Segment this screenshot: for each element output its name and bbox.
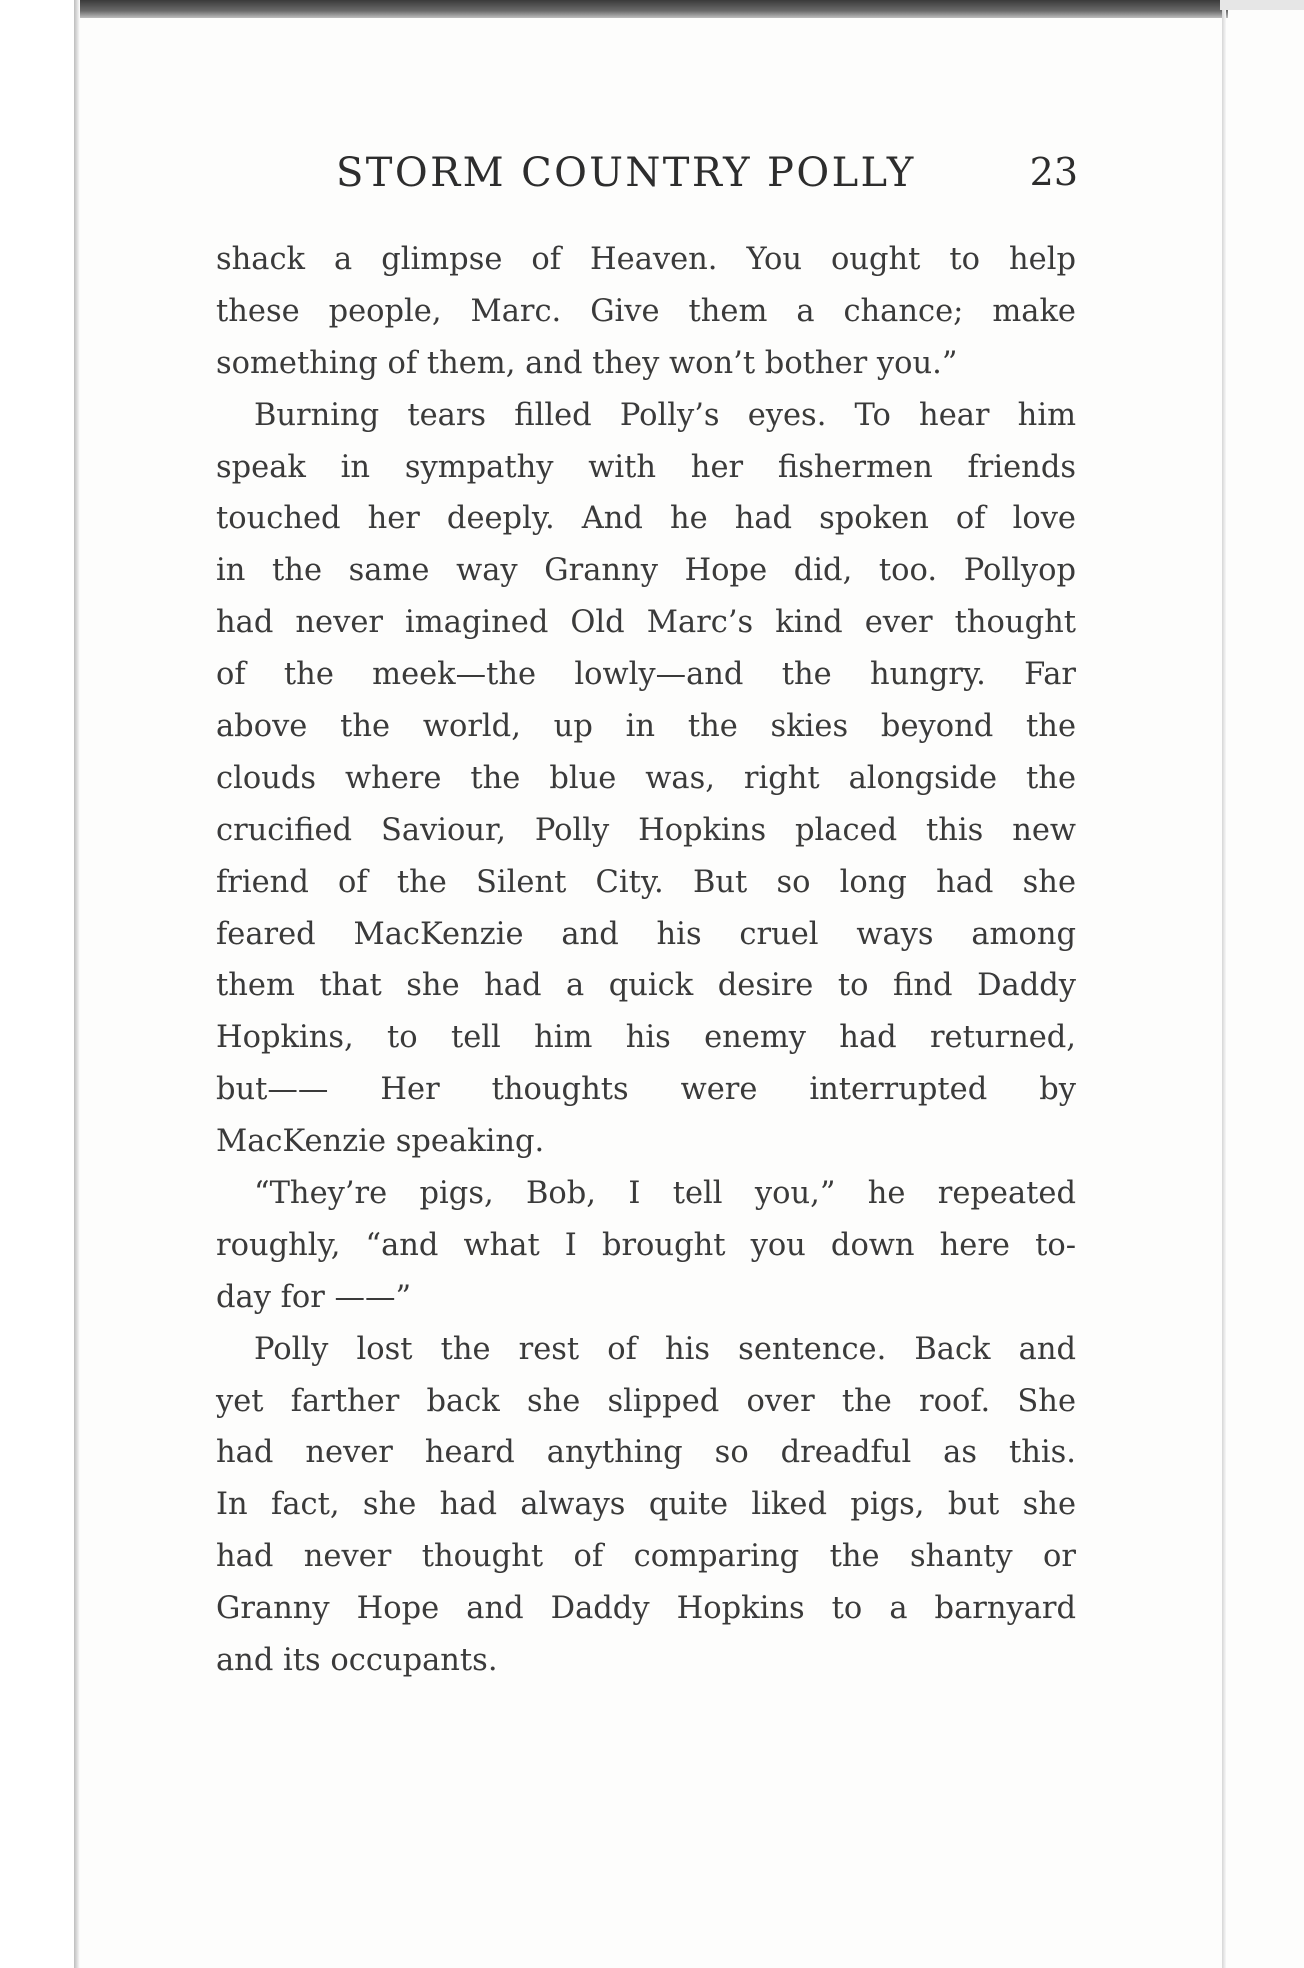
text-line: in the same way Granny Hope did, too. Pollyop (216, 553, 1076, 589)
text-line: had never heard anything so dreadful as this. (216, 1435, 1076, 1471)
text-line: Burning tears filled Polly’s eyes. To hear him (254, 397, 1076, 433)
text-line: day for ——” (216, 1279, 412, 1315)
scan-top-edge-right (1220, 0, 1304, 10)
text-line: Hopkins, to tell him his enemy had returned, (216, 1020, 1076, 1056)
text-line: speak in sympathy with her fishermen friends (216, 449, 1076, 485)
text-line: yet farther back she slipped over the roof. She (216, 1383, 1076, 1419)
text-line: Polly lost the rest of his sentence. Back and (254, 1331, 1076, 1367)
text-line: roughly, “and what I brought you down here to- (216, 1227, 1076, 1263)
text-line: In fact, she had always quite liked pigs, but she (216, 1487, 1076, 1523)
running-title: STORM COUNTRY POLLY (336, 150, 916, 196)
text-line: something of them, and they won’t bother you.” (216, 345, 958, 381)
page-number: 23 (1029, 150, 1078, 194)
text-line: and its occupants. (216, 1643, 498, 1679)
text-line: Granny Hope and Daddy Hopkins to a barnyard (216, 1591, 1076, 1627)
text-line: had never thought of comparing the shanty or (216, 1539, 1076, 1575)
text-line: of the meek—the lowly—and the hungry. Far (216, 657, 1076, 693)
text-line: these people, Marc. Give them a chance; make (216, 293, 1076, 329)
scan-left-edge (0, 0, 80, 1968)
text-line: feared MacKenzie and his cruel ways among (216, 916, 1076, 952)
text-line: crucified Saviour, Polly Hopkins placed this new (216, 812, 1076, 848)
scan-top-edge (0, 0, 1228, 18)
text-line: but—— Her thoughts were interrupted by (216, 1072, 1076, 1108)
text-line: shack a glimpse of Heaven. You ought to help (216, 242, 1076, 277)
text-line: clouds where the blue was, right alongside the (216, 760, 1076, 796)
text-line: them that she had a quick desire to find Daddy (216, 968, 1076, 1004)
text-line: above the world, up in the skies beyond the (216, 709, 1076, 745)
text-line: “They’re pigs, Bob, I tell you,” he repeated (254, 1176, 1076, 1212)
running-head (336, 150, 1078, 206)
text-line: touched her deeply. And he had spoken of love (216, 501, 1076, 537)
body-text (216, 234, 1076, 1687)
scan-right-edge (1222, 10, 1226, 1968)
text-line: had never imagined Old Marc’s kind ever thought (216, 605, 1076, 641)
text-line: MacKenzie speaking. (216, 1124, 545, 1160)
text-line: friend of the Silent City. But so long had she (216, 864, 1076, 900)
